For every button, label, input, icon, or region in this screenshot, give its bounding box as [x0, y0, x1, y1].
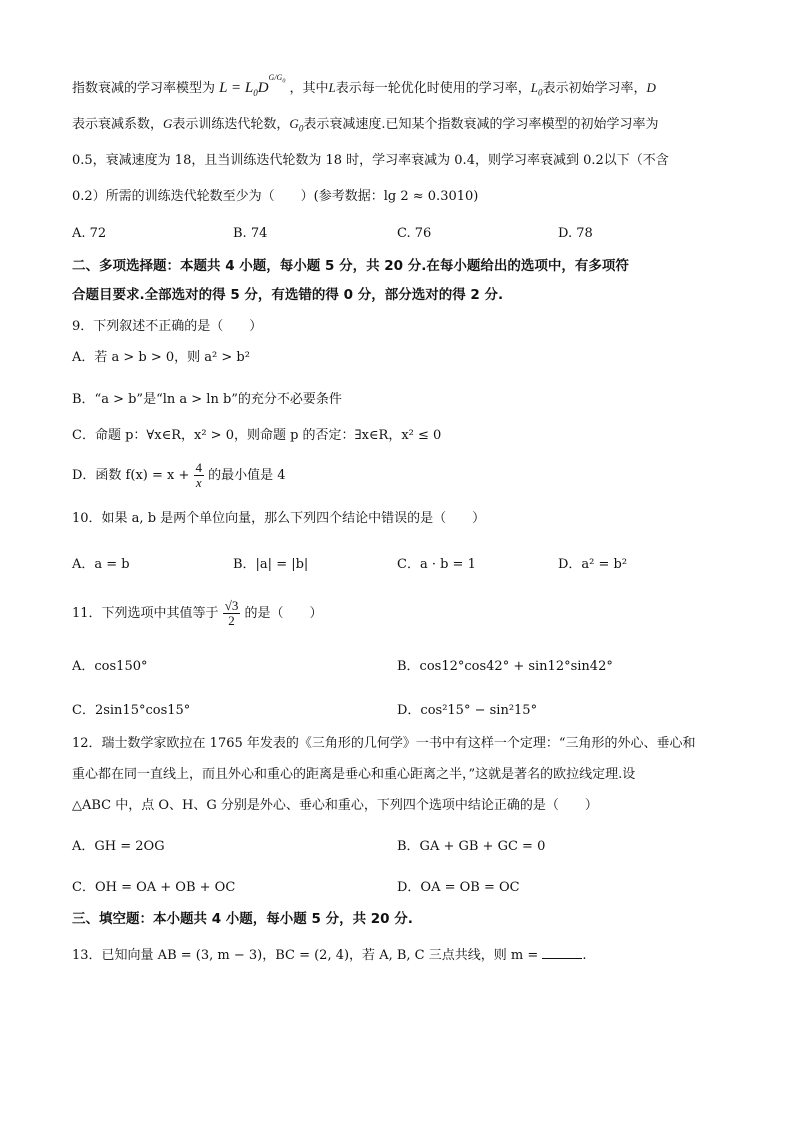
q8-line-4: 0.2）所需的训练迭代轮数至少为（ ）(参考数据：lg 2 ≈ 0.3010)	[72, 189, 479, 204]
q10-stem: 10．如果 a, b 是两个单位向量，那么下列四个结论中错误的是（ ）	[72, 511, 486, 526]
q10-option-c: C．a · b = 1	[397, 557, 476, 572]
q8-text: 表示每一轮优化时使用的学习率，	[335, 81, 531, 96]
q11-stem	[72, 596, 322, 632]
section2-heading-2: 合题目要求.全部选对的得 5 分，有选错的得 0 分，部分选对的得 2 分.	[72, 287, 504, 303]
q12-option-d: D．OA = OB = OC	[397, 880, 520, 895]
q11-option-c: C．2sin15°cos15°	[72, 703, 191, 718]
q8-text: 表示初始学习率，	[542, 81, 647, 96]
q13-end: .	[582, 948, 587, 963]
q8-text: 表示衰减系数，	[72, 117, 164, 132]
q12-option-c: C．OH = OA + OB + OC	[72, 880, 236, 895]
q12-option-b: B．GA + GB + GC = 0	[397, 839, 546, 854]
q8-text: 表示训练迭代轮数，	[172, 117, 290, 132]
q12-line-2: 重心都在同一直线上，而且外心和重心的距离是垂心和重心距离之半，”这就是著名的欧拉线定理.设	[72, 767, 636, 782]
q13-line	[72, 948, 587, 964]
q8-option-a: A. 72	[72, 226, 107, 241]
var-D: D	[646, 80, 656, 95]
var-L: L	[328, 80, 336, 95]
q12-option-a: A．GH = 2OG	[72, 839, 165, 854]
fraction-4-over-x: $\frac{4}{x}$	[195, 460, 202, 490]
q11-option-b: B．cos12°cos42° + sin12°sin42°	[397, 659, 613, 674]
q8-text: ，其中	[289, 81, 329, 96]
q11-text: 的是（ ）	[244, 606, 323, 621]
q9-option-d	[72, 460, 286, 492]
q11-option-d: D．cos²15° − sin²15°	[397, 703, 538, 718]
q8-option-b: B. 74	[233, 226, 268, 241]
q9-stem: 9．下列叙述不正确的是（ ）	[72, 319, 263, 334]
q11-text: 11．下列选项中其值等于	[72, 606, 219, 621]
section3-heading: 三、填空题：本小题共 4 小题，每小题 5 分，共 20 分.	[72, 911, 413, 927]
q8-text: 指数衰减的学习率模型为	[72, 81, 216, 96]
q8-line-2	[72, 116, 658, 137]
fraction-sqrt3-over-2: $\frac{√3}{2}$	[224, 598, 239, 628]
q13-text: 13．已知向量 AB = (3, m − 3)，BC = (2, 4)，若 A, B, C 三点共线，则 m =	[72, 948, 539, 963]
var-L0: $L_0$	[530, 80, 543, 98]
section2-heading-1: 二、多项选择题：本题共 4 小题，每小题 5 分，共 20 分.在每小题给出的选项中，有多项符	[72, 258, 629, 274]
q9-option-a: A．若 a > b > 0，则 a² > b²	[72, 350, 250, 365]
q9-option-b: B．“a > b”是“ln a > ln b”的充分不必要条件	[72, 392, 342, 407]
var-G: G	[163, 116, 173, 131]
q10-option-b: B．|a| = |b|	[233, 557, 309, 572]
answer-blank[interactable]	[542, 958, 582, 959]
q9-d-text: D．函数 f(x) = x +	[72, 468, 190, 483]
q9-option-c: C．命题 p：∀x∈R，x² > 0，则命题 p 的否定：∃x∈R，x² ≤ 0	[72, 428, 442, 443]
q10-option-d: D．a² = b²	[558, 557, 628, 572]
q10-option-a: A．a = b	[72, 557, 130, 572]
var-G0: $G_0$	[289, 116, 304, 134]
q12-line-1: 12．瑞士数学家欧拉在 1765 年发表的《三角形的几何学》一书中有这样一个定理：“三角形的外心、垂心和	[72, 736, 696, 751]
formula-decay: $L = L_0D^{G/G_0}$	[219, 73, 286, 98]
q8-line-1	[72, 73, 656, 101]
q8-option-d: D. 78	[558, 226, 593, 241]
q8-option-c: C. 76	[397, 226, 432, 241]
q9-d-text: 的最小值是 4	[208, 468, 286, 483]
q12-line-3: △ABC 中，点 O、H、G 分别是外心、垂心和重心，下列四个选项中结论正确的是（ ）	[72, 798, 598, 813]
q11-option-a: A．cos150°	[72, 659, 148, 674]
q8-text: 表示衰减速度.已知某个指数衰减的学习率模型的初始学习率为	[303, 117, 659, 132]
q8-line-3: 0.5，衰减速度为 18，且当训练迭代轮数为 18 时，学习率衰减为 0.4，则学习率衰减到 0.2以下（不含	[72, 153, 669, 168]
